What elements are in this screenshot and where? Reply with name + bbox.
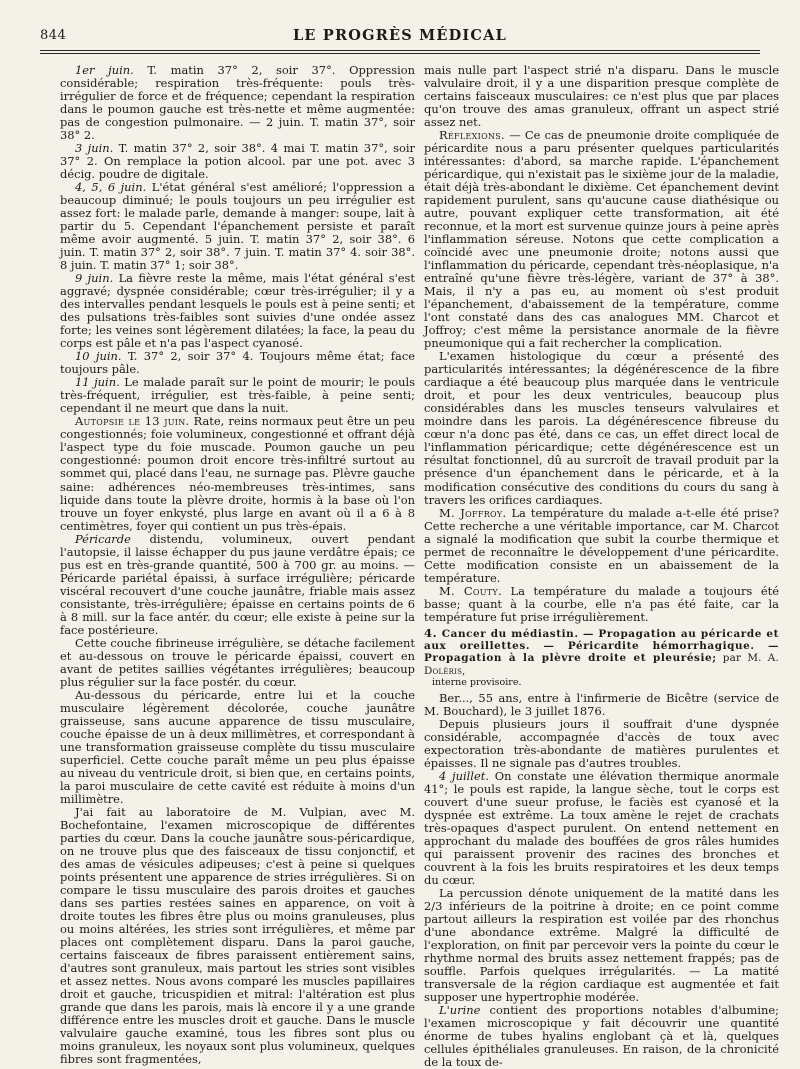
paragraph-lead: Autopsie le 13 juin. xyxy=(75,414,190,429)
paragraph xyxy=(60,64,415,142)
paragraph-lead: 4 juillet. xyxy=(439,768,489,783)
paragraph-text: Au-dessous du péricarde, entre lui et la couche musculaire légèrement décolorée, couche jaunâtre graisseuse, sans aucune apparence de tissu musculaire, couche épaisse de un à deux millimètres, et correspondant à une transformation graisseuse complète du tissu musculaire superficiel. Cette couche paraît même un peu plus épaisse au niveau du ventricule droit, si bien que, en certains points, la paroi musculaire de cette cavité est réduite à moins d'un millimètre. xyxy=(60,687,415,806)
paragraph-text: mais nulle part l'aspect strié n'a disparu. Dans le muscle valvulaire droit, il y a une disparition presque complète de certains faisceaux musculaires: ce n'est plus que par places qu'on trouve des amas granuleux, offrant un aspect strié assez net. xyxy=(424,63,779,130)
paragraph-text: La fièvre reste la même, mais l'état général s'est aggravé; dyspnée considérable; cœur très-irrégulier; il y a des intervalles pendant lesquels le pouls est à peine senti; et des pulsations très-faibles sont suivies d'une ondée assez forte; les veines sont légèrement dilatées; la face, la peau du corps est pâle et n'a pas l'aspect cyanosé. xyxy=(60,271,415,351)
paragraph-text: distendu, volumineux, ouvert pendant l'autopsie, il laisse échapper du pus jaune verdâtre épais; ce pus est en très-grande quantité, 500 à 700 gr. au moins. — Péricarde pariétal épaissi, à surface irrégulière; péricarde viscéral recouvert d'une couche jaunâtre, friable mais assez consistante, très-irrégulière; épaisse en certains points de 6 à 8 mill. sur la face antér. du cœur; elle existe à peine sur la face postérieure. xyxy=(60,531,415,637)
paragraph xyxy=(424,770,779,887)
paragraph-text: La percussion dénote uniquement de la matité dans les 2/3 inférieurs de la poitrine à droite; en ce point comme partout ailleurs la respiration est voilée par des rhonchus d'une abondance extrême. Malgré la difficulté de l'exploration, on finit par percevoir vers la pointe du cœur le rhythme normal des bruits assez nettement frappés; pas de souffle. Parfois quelques irrégularités. — La matité transversale de la région cardiaque est augmentée et fait supposer une hypertrophie modérée. xyxy=(424,886,779,1005)
paragraph-lead: Réflexions. xyxy=(439,128,505,143)
paragraph-text: La température du malade a-t-elle été prise? Cette recherche a une véritable importance, car M. Charcot a signalé la modification que subit la courbe thermique et permet de reconnaître le développement d'une péricardite. Cette modification consiste en un abaissement de la température. xyxy=(424,505,780,585)
paragraph-text: J'ai fait au laboratoire de M. Vulpian, avec M. Bochefontaine, l'examen microscopique de différentes parties du cœur. Dans la couche jaunâtre sous-péricardique, on ne trouve plus que des faisceaux de tissu conjonctif, et des amas de vésicules adipeuses; c'est à peine si quelques points présentent une apparence de stries irrégulières. Si on compare le tissu musculaire des parois droites et gauches dans ses parties restées saines en apparence, on voit à droite toutes les fibres être plus ou moins granuleuses, plus ou moins altérées, les stries sont irrégulières, et même par places ont complètement disparu. Dans la paroi gauche, certains faisceaux de fibres paraissent entièrement sains, d'autres sont granuleux, mais partout les stries sont visibles et assez nettes. Nous avons comparé les muscles papillaires droit et gauche, tricuspidien et mitral: l'altération est plus grande que dans les parois, mais là encore il y a une grande différence entre les muscles droit et gauche. Dans le muscle valvulaire gauche examiné, tous les fibres sont plus ou moins granuleux, les noyaux sont plus volumineux, quelques fibres sont fragmentées, xyxy=(60,804,415,1067)
paragraph-text: Depuis plusieurs jours il souffrait d'une dyspnée considérable, accompagnée d'accès de toux avec expectoration très-abondante de matières purulentes et épaisses. Il ne signale pas d'autres troubles. xyxy=(424,716,779,770)
paragraph xyxy=(60,376,415,415)
section-number: 4. xyxy=(424,625,438,640)
header-rule-double xyxy=(40,53,760,54)
paragraph-text: La température du malade a toujours été basse; quant à la courbe, elle n'a pas été faite, car la température fut prise irrégulièrement. xyxy=(424,583,779,624)
paragraph xyxy=(60,181,415,272)
section-heading xyxy=(424,627,779,677)
page-number: 844 xyxy=(40,28,67,43)
section-title: Cancer du médiastin. — Propagation au péricarde et aux oreillettes. — Péricardite hémorrhagique. — Propagation à la plèvre droite et pleurésie; xyxy=(424,627,779,665)
paragraph-text: L'état général s'est amélioré; l'oppression a beaucoup diminué; le pouls toujours un peu irrégulier est assez fort: le malade parle, demande à manger: soupe, lait à partir du 5. Cependant l'épanchement persiste et paraît même avoir augmenté. 5 juin. T. matin 37° 2, soir 38°. 6 juin. T. matin 37° 2, soir 38°. 7 juin. T. matin 37° 4. soir 38°. 8 juin. T. matin 37° 1; soir 38°. xyxy=(60,180,415,273)
paragraph-lead: Péricarde xyxy=(75,531,131,546)
paragraph-lead: 11 juin. xyxy=(75,375,120,390)
left-column xyxy=(60,63,416,1067)
paragraph-text: Rate, reins normaux peut être un peu congestionnés; foie volumineux, congestionné et offrant déjà l'aspect type du foie muscade. Poumon gauche un peu congestionné: poumon droit encore très-infiltré surtout au sommet qui, placé dans l'eau, ne surnage pas. Plèvre gauche saine: adhérences néo-membreuses très-intimes, sans liquide dans toute la plèvre droite, hormis à la base où l'on trouve un foyer enkysté, plus large en avant où il a 6 à 8 centimètres, foyer qui contient un pus très-épais. xyxy=(60,414,415,533)
header-rule xyxy=(40,50,760,51)
paragraph-lead: 3 juin. xyxy=(75,141,114,156)
paragraph-text: — Ce cas de pneumonie droite compliquée de péricardite nous a paru présenter quelques particularités intéressantes: d'abord, sa marche rapide. L'épanchement péricardique, qui n'existait pas le sixième jour de la maladie, était déjà très-abondant le dixième. Cet épanchement devint rapidement purulent, sans qu'aucune cause diathésique ou autre, pouvant expliquer cette transformation, ait été reconnue, et la mort est survenue quinze jours à peine après l'inflammation séreuse. Notons que cette complication a coïncidé avec une pneumonie droite; notons aussi que l'inflammation du péricarde, cependant très-néoplasique, n'a entraîné qu'une fièvre très-légère, variant de 37° à 38°. Mais, il n'y a pas eu, au moment où s'est produit l'épanchement, d'abaissement de la température, comme l'ont constaté dans des cas analogues MM. Charcot et Joffroy; c'est même la persistance anormale de la fièvre pneumonique qui a fait rechercher la complication. xyxy=(424,128,779,351)
paragraph xyxy=(424,718,779,770)
journal-title: LE PROGRÈS MÉDICAL xyxy=(293,27,507,44)
paragraph xyxy=(424,1004,779,1069)
paragraph xyxy=(424,129,779,350)
paragraph xyxy=(60,689,415,806)
paragraph-lead: 1er juin. xyxy=(75,63,134,77)
paragraph xyxy=(424,507,779,585)
paragraph-text: On constate une élévation thermique anormale 41°; le pouls est rapide, la langue sèche, tout le corps est couvert d'une sueur profuse, le faciès est cyanosé et la dyspnée est extrême. La toux amène le rejet de crachats très-opaques d'aspect purulent. On entend nettement en approchant du malade des bouffées de gros râles humides qui paraissent provenir des racines des bronches et couvrent à la fois les bruits respiratoires et les deux temps du cœur. xyxy=(424,768,779,888)
paragraph xyxy=(60,350,415,376)
paragraph xyxy=(424,64,779,129)
author-role: interne provisoire. xyxy=(432,676,522,688)
paragraph xyxy=(60,142,415,181)
paragraph-text: L'examen histologique du cœur a présenté des particularités intéressantes; la dégénérescence de la fibre cardiaque a été beaucoup plus marquée dans le ventricule droit, et pour les deux ventricules, beaucoup plus considérables dans les muscles tenseurs valvulaires et moindre dans les parois. La dégénérescence fibreuse du cœur n'a donc pas été, dans ce cas, un effet direct local de l'inflammation péricardique; cette dégénérescence est un résultat fonctionnel, dû au surcroît de travail produit par la présence d'un épanchement dans le péricarde, et à la modification consécutive des conditions du cours du sang à travers les orifices cardiaques. xyxy=(424,349,779,507)
paragraph xyxy=(60,415,415,532)
paragraph-lead: M. Couty. xyxy=(439,583,502,598)
paragraph xyxy=(424,350,779,506)
page-header xyxy=(40,28,760,58)
right-column xyxy=(424,63,780,1069)
paragraph-lead: 9 juin. xyxy=(75,271,114,286)
paragraph-lead: L'urine xyxy=(439,1003,481,1018)
paragraph-text: Le malade paraît sur le point de mourir; le pouls très-fréquent, irrégulier, est très-faible, à peine senti; cependant il ne meurt que dans la nuit. xyxy=(60,375,415,416)
paragraph-lead: M. Joffroy. xyxy=(439,505,507,520)
paragraph-text: T. matin 37° 2, soir 37°. Oppression considérable; respiration très-fréquente: pouls très-irrégulier de force et de fréquence; cependant la respiration dans le poumon gauche est très-nette et même augmentée: pas de congestion pulmonaire. — 2 juin. T. matin 37°, soir 38° 2. xyxy=(60,63,415,143)
paragraph xyxy=(424,585,779,624)
author-name: Dolèris, xyxy=(424,664,466,677)
paragraph xyxy=(60,637,415,689)
paragraph-text: T. 37° 2, soir 37° 4. Toujours même état; face toujours pâle. xyxy=(60,349,416,377)
paragraph xyxy=(424,887,779,1004)
paragraph-text: Cette couche fibrineuse irrégulière, se détache facilement et au-dessous on trouve le péricarde épaissi, couvert en avant de petites saillies végétantes irrégulières; beaucoup plus régulier sur la face postér. du cœur. xyxy=(60,635,415,689)
paragraph xyxy=(424,692,779,718)
paragraph xyxy=(60,272,415,350)
paragraph-text: T. matin 37° 2, soir 38°. 4 mai T. matin 37°, soir 37° 2. On remplace la potion alcool. par une pot. avec 3 décig. poudre de digitale. xyxy=(60,141,415,182)
paragraph-lead: 4, 5, 6 juin. xyxy=(75,180,147,195)
paragraph-text: Ber..., 55 ans, entre à l'infirmerie de Bicêtre (service de M. Bouchard), le 3 juillet 1876. xyxy=(424,690,779,718)
paragraph-text: contient des proportions notables d'albumine; l'examen microscopique y fait découvrir une quantité énorme de tubes hyalins englobant çà et là, quelques cellules épithéliales granuleuses. En raison, de la chronicité de la toux de- xyxy=(424,1003,779,1069)
paragraph-lead: 10 juin. xyxy=(75,349,122,364)
paragraph xyxy=(60,806,415,1066)
author-prefix: par M. A. xyxy=(716,652,779,665)
paragraph xyxy=(60,533,415,637)
